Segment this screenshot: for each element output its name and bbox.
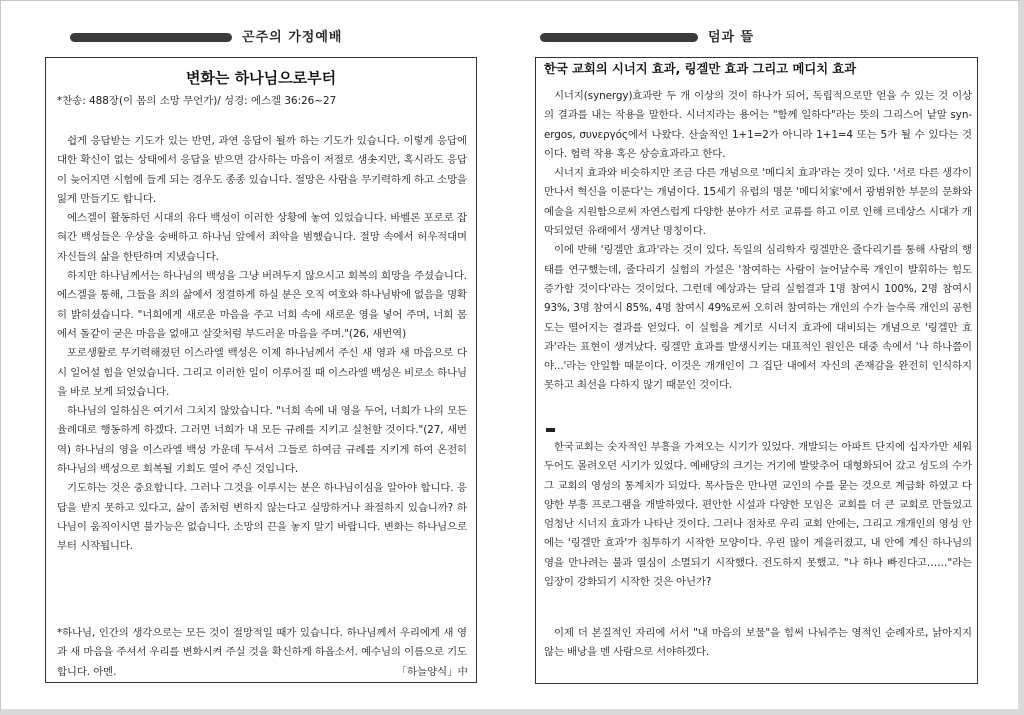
essay-box [535,57,978,684]
left-header-title: 곤주의 가정예배 [242,30,343,45]
source-credit: 「하늘양식」中 [396,666,468,678]
sermon-paragraph: 하지만 하나님께서는 하나님의 백성을 그냥 버려두지 않으시고 회복의 희망을 주셨습니다. 에스겔을 통해, 그들을 죄의 삶에서 정결하게 하실 분은 오직 여호와 하나님밖에 없음을 명확히 밝히셨습니다. "너희에게 새로운 마음을 주고 너희 속에 새로운 영을 넣어 주며, 너희 몸에서 돌같이 굳은 마음을 없애고 살갗처럼 부드러운 마음을 주며."(26, 새번역) [57,270,467,340]
section-divider-mark [546,428,555,432]
sermon-paragraph: 에스겔이 활동하던 시대의 유다 백성이 이러한 상황에 놓여 있었습니다. 바벨론 포로로 잡혀간 백성들은 우상을 숭배하고 하나님 앞에서 죄악을 범했습니다. 절망 속에서 허우적대며 자신들의 삶을 한탄하며 지냈습니다. [57,212,467,263]
sermon-title: 변화는 하나님으로부터 [185,69,337,87]
essay-section-1 [544,87,972,396]
sermon-paragraph: 포로생활로 무기력해졌던 이스라엘 백성은 이제 하나님께서 주신 새 영과 새 마음으로 다시 일어설 힘을 얻었습니다. 그리고 이러한 일이 이루어질 때 이스라엘 백성은 비로소 하나님을 바로 보게 되었습니다. [57,347,467,398]
sermon-paragraph: 하나님의 일하심은 여기서 그치지 않았습니다. "너희 속에 내 영을 두어, 너희가 나의 모든 율례대로 행동하게 하겠다. 그러면 너희가 내 모든 규례를 지키고 실천할 것이다."(27, 새번역) 하나님의 영을 이스라엘 백성 가운데 두셔서 그들로 하여금 규례를 지키게 하여 온전히 하나님의 백성으로 회복될 기회도 열어 주신 것입니다. [57,405,467,476]
header-bar-decoration [540,33,698,42]
sermon-paragraph: 기도하는 것은 중요합니다. 그러나 그것을 이루시는 분은 하나님이심을 알아야 합니다. 응답을 받지 못하고 있다고, 삶이 좀처럼 변하지 않는다고 실망하거나 좌절하지 있습니까? 하나님이 움직이시면 불가능은 없습니다. 소망의 끈을 놓지 말기 바랍니다. 변화는 하나님으로부터 시작됩니다. [57,482,467,553]
essay-paragraph: 한국교회는 숫자적인 부흥을 가져오는 시기가 있었다. 개발되는 아파트 단지에 십자가만 세워두어도 몰려오던 시기가 있었다. 예배당의 크기는 거기에 발맞추어 대형화되어 갔고 성도의 수가 그 교회의 영성의 통계치가 되었다. 목사들은 만나면 교인의 수를 묻는 것으로 계급화 하였고 다양한 부흥 프로그램을 개발하였다. 편안한 시설과 다양한 모임은 교회를 더 큰 교회로 만들었고 엄청난 시너지 효과가 나타난 것이다. 그러나 점차로 우리 교회 안에는, 그리고 개개인의 영성 안에는 '링겔만 효과'가 침투하기 시작한 모양이다. 우린 많이 게을러졌고, 내 안에 계신 하나님의 영을 만나려는 불과 열심이 소멸되기 시작했다. 전도하지 못했고. "나 하나 빠진다고……"라는 입장이 강화되기 시작한 것은 아닌가? [544,441,972,589]
right-page-header [540,28,840,50]
sermon-body [57,132,467,557]
left-page-header [70,28,370,50]
essay-title: 한국 교회의 시너지 효과, 링겔만 효과 그리고 메디치 효과 [544,62,857,76]
essay-paragraph: 시너지 효과와 비슷하지만 조금 다른 개념으로 '메디치 효과'라는 것이 있다. '서로 다른 생각이 만나서 혁신을 이룬다'는 개념이다. 15세기 유럽의 명문 '메디치家'에서 광범위한 부문의 문화와 예술을 지원함으로써 자연스럽게 다양한 분야가 서로 교류를 하고 이로 인해 르네상스 시대가 개막되었던 유래에서 생겨난 명칭이다. [544,167,972,238]
header-bar-decoration [70,33,232,42]
sermon-paragraph: 쉽게 응답받는 기도가 있는 반면, 과연 응답이 될까 하는 기도가 있습니다. 이렇게 응답에 대한 확신이 없는 상태에서 응답을 받으면 감사하는 마음이 저절로 샘솟지만, 혹시라도 응답이 늦어지면 시험에 들게 되는 경우도 종종 있습니다. 절망은 사람을 무기력하게 하고 소망을 잃게 만들기도 합니다. [57,135,467,205]
right-header-title: 덤과 뜰 [708,30,755,45]
essay-section-2 [544,438,972,592]
prayer-text: *하나님, 인간의 생각으로는 모든 것이 절망적일 때가 있습니다. 하나님께서 우리에게 새 영과 새 마음을 주셔서 우리를 변화시켜 주실 것을 확신하게 하옵소서. 예수님의 이름으로 기도합니다. 아멘. [57,627,467,678]
sermon-box [45,57,477,683]
essay-paragraph: 이에 반해 '링겔만 효과'라는 것이 있다. 독일의 심리학자 링겔만은 줄다리기를 통해 사람의 행태를 연구했는데, 줄다리기 실험의 가설은 '참여하는 사람이 늘어날수록 개인이 발휘하는 힘도 증가할 것이다'라는 것이었다. 그런데 예상과는 달리 실험결과 1명 참여시 100%, 2명 참여시 93%, 3명 참여시 85%, 4명 참여시 49%로써 오히려 참여하는 개인의 수가 늘수록 개인의 공헌도는 떨어지는 결과를 얻었다. 이 실험을 계기로 시너지 효과에 대비되는 개념으로 '링겔만 효과'라는 표현이 생겨났다. 링겔만 효과를 발생시키는 대표적인 원인은 대중 속에서 '나 하나쯤이야...'라는 안일함 때문이다. 이것은 개개인이 그 집단 내에서 자신의 존재감을 완전히 인식하지 못하고 최선을 다하지 않기 때문인 것이다. [544,244,972,392]
essay-closing [544,624,972,663]
closing-paragraph: 이제 더 본질적인 자리에 서서 "내 마음의 보물"을 힘써 나눠주는 영적인 순례자로, 낡아지지 않는 배낭을 멘 사람으로 서야하겠다. [544,627,972,659]
essay-paragraph: 시너지(synergy)효과란 두 개 이상의 것이 하나가 되어, 독립적으로만 얻을 수 있는 것 이상의 결과를 내는 작용을 말한다. 시너지라는 용어는 "함께 일하다"라는 뜻의 그리스어 낱말 syn-ergos, συνεργός에서 나왔다. 산술적인 1+1=2가 아니라 1+1=4 또는 5가 될 수 있다는 것이다. 협력 작용 혹은 상승효과라고 한다. [544,90,972,160]
scripture-reference: *찬송: 488장(이 몸의 소망 무언가)/ 성경: 에스겔 36:26~27 [57,95,337,107]
